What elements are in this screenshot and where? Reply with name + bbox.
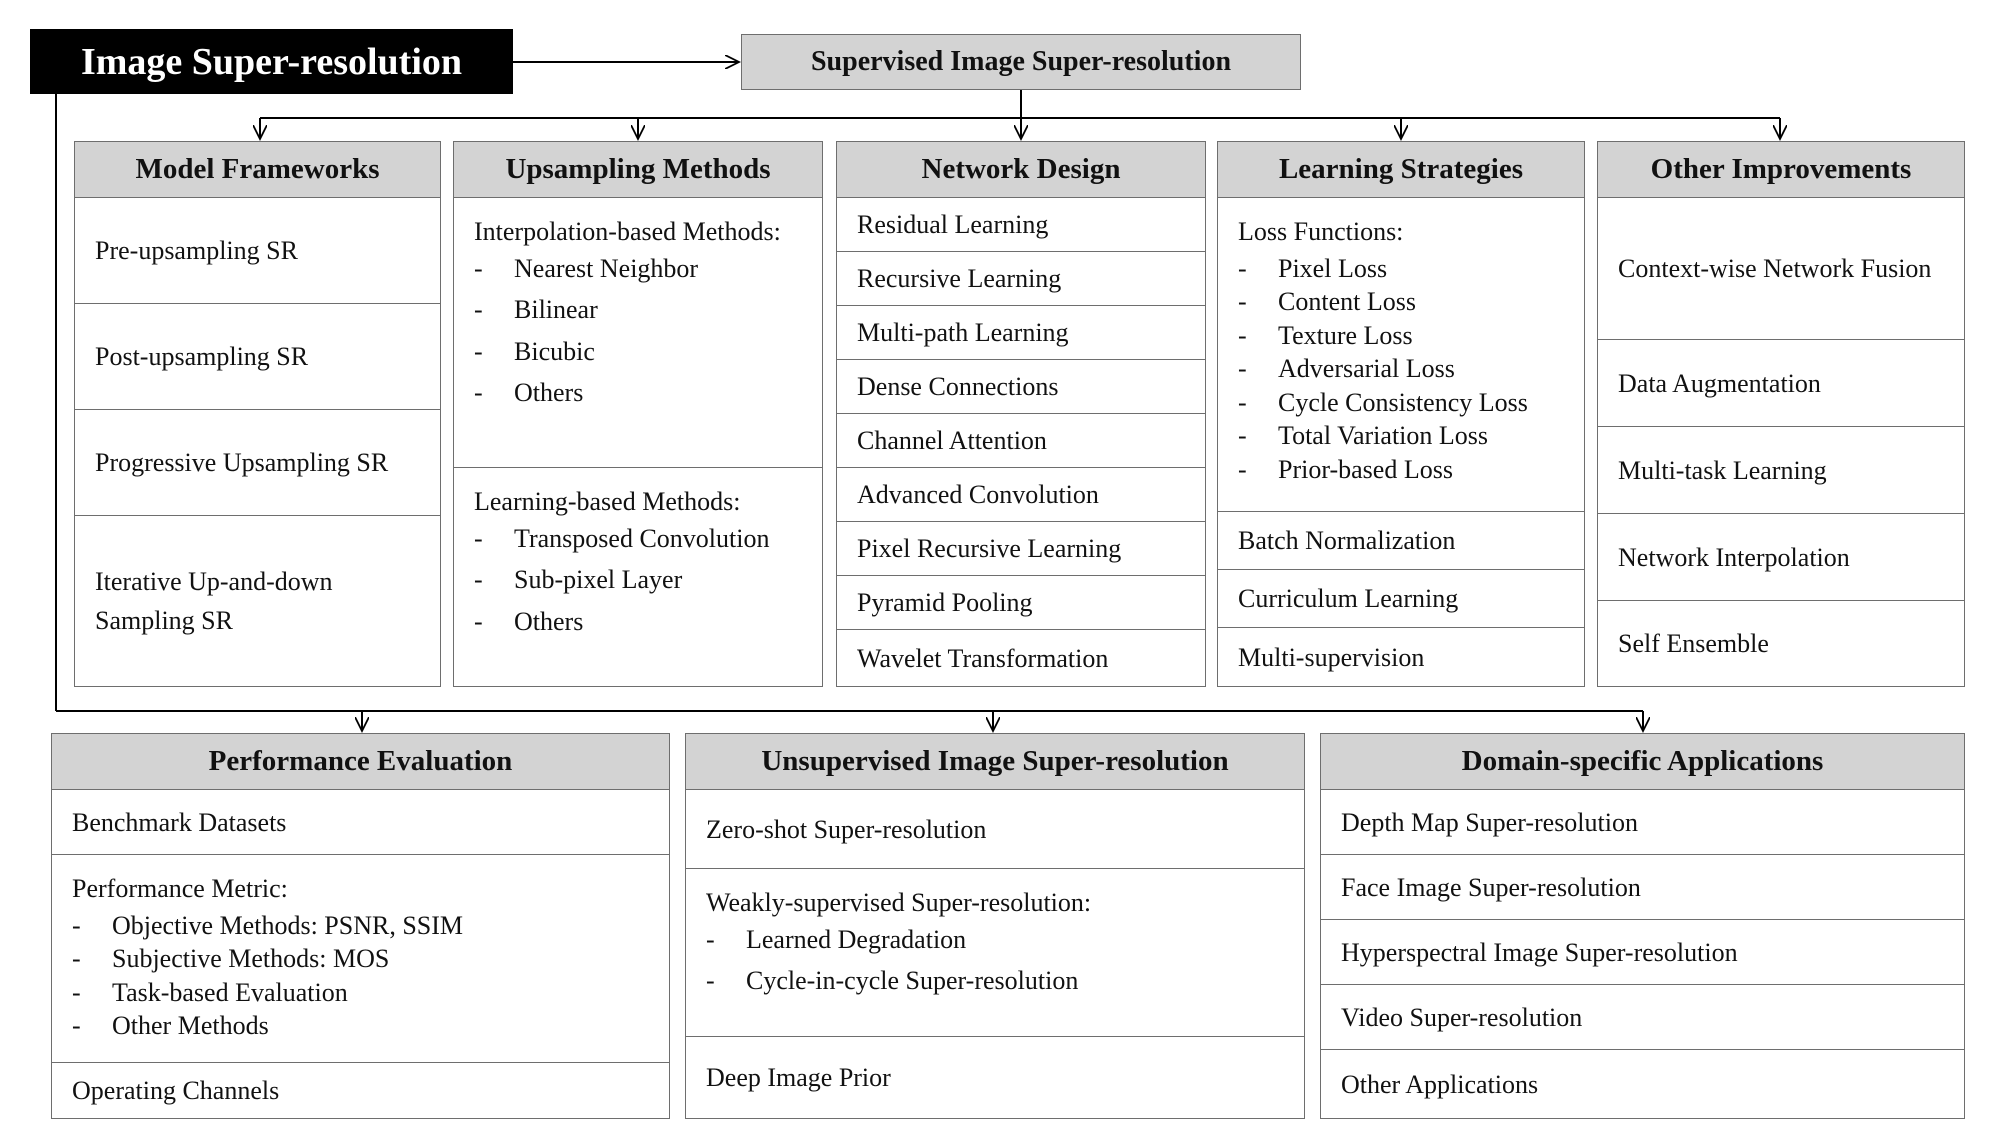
bullet-dash: - xyxy=(474,295,483,324)
cell-text: Depth Map Super-resolution xyxy=(1341,807,1638,837)
cell-text: Wavelet Transformation xyxy=(857,643,1109,673)
cell-text: Multi-task Learning xyxy=(1618,455,1827,485)
bullet-item xyxy=(474,523,804,556)
cell-text: Operating Channels xyxy=(72,1076,280,1105)
column-cells xyxy=(1218,198,1584,686)
bullet-item xyxy=(474,253,804,286)
cell-item xyxy=(1598,198,1964,340)
bullet-text: Transposed Convolution xyxy=(514,523,770,553)
bullet-item xyxy=(706,965,1286,998)
bullet-dash: - xyxy=(72,944,81,973)
column-cells xyxy=(454,198,822,686)
column-cells xyxy=(1321,790,1964,1118)
cell-text: Network Interpolation xyxy=(1618,542,1850,572)
column-model-frameworks xyxy=(74,141,441,687)
cell-item xyxy=(52,1063,669,1118)
cell-heading: Weakly-supervised Super-resolution: xyxy=(706,888,1092,917)
cell-item xyxy=(1598,514,1964,601)
bullet-dash: - xyxy=(474,606,483,636)
bullet-dash: - xyxy=(1238,320,1247,350)
cell-text: Multi-path Learning xyxy=(857,318,1069,347)
cell-text: Benchmark Datasets xyxy=(72,807,287,837)
bullet-item xyxy=(474,606,804,639)
cell-heading: Performance Metric: xyxy=(72,874,288,903)
cell-item xyxy=(52,790,669,855)
bullet-dash: - xyxy=(474,565,483,594)
cell-text: Context-wise Network Fusion xyxy=(1618,254,1932,283)
bullet-text: Learned Degradation xyxy=(746,924,967,954)
bullet-dash: - xyxy=(1238,354,1247,383)
bullet-dash: - xyxy=(72,1011,81,1040)
bullet-text: Others xyxy=(514,378,584,407)
bullet-text: Content Loss xyxy=(1278,287,1416,316)
cell-text: Dense Connections xyxy=(857,372,1059,401)
cell-text: Batch Normalization xyxy=(1238,526,1456,555)
column-title: Other Improvements xyxy=(1598,142,1964,198)
cell-item xyxy=(837,630,1205,686)
column-unsupervised-image-super-resolution xyxy=(685,733,1305,1119)
cell-text: Pre-upsampling SR xyxy=(95,236,298,265)
bullet-item xyxy=(474,294,804,327)
cell-item xyxy=(454,198,822,468)
bullet-dash: - xyxy=(1238,287,1247,316)
column-learning-strategies xyxy=(1217,141,1585,687)
cell-item xyxy=(1218,628,1584,686)
cell-item xyxy=(686,790,1304,869)
bullet-text: Cycle-in-cycle Super-resolution xyxy=(746,966,1079,995)
cell-item xyxy=(1218,512,1584,570)
column-domain-specific-applications xyxy=(1320,733,1965,1119)
cell-item xyxy=(837,360,1205,414)
cell-text: Hyperspectral Image Super-resolution xyxy=(1341,937,1738,967)
bullet-text: Bilinear xyxy=(514,295,598,324)
bullet-text: Other Methods xyxy=(112,1011,269,1040)
node-supervised-image-super-resolution: Supervised Image Super-resolution xyxy=(741,34,1301,90)
bullet-text: Sub-pixel Layer xyxy=(514,565,683,594)
bullet-text: Nearest Neighbor xyxy=(514,253,699,283)
column-other-improvements xyxy=(1597,141,1965,687)
bullet-item xyxy=(706,924,1286,957)
column-network-design xyxy=(836,141,1206,687)
bullet-dash: - xyxy=(1238,454,1247,484)
cell-text: Advanced Convolution xyxy=(857,480,1099,509)
bullet-text: Total Variation Loss xyxy=(1278,421,1489,450)
cell-item xyxy=(1321,1050,1964,1118)
cell-item xyxy=(75,516,440,686)
cell-item xyxy=(75,410,440,516)
column-cells xyxy=(75,198,440,686)
bullet-text: Pixel Loss xyxy=(1278,253,1388,283)
cell-text: Data Augmentation xyxy=(1618,368,1821,398)
column-title: Performance Evaluation xyxy=(52,734,669,790)
cell-text: Pixel Recursive Learning xyxy=(857,534,1122,563)
bullet-text: Task-based Evaluation xyxy=(112,977,348,1007)
column-cells xyxy=(1598,198,1964,686)
bullet-item xyxy=(1238,454,1566,487)
bullet-dash: - xyxy=(1238,421,1247,450)
cell-item xyxy=(837,306,1205,360)
cell-text: Zero-shot Super-resolution xyxy=(706,814,987,844)
cell-item xyxy=(1218,198,1584,512)
cell-item xyxy=(837,522,1205,576)
cell-heading: Loss Functions: xyxy=(1238,217,1404,246)
bullet-item xyxy=(72,1010,651,1043)
cell-item xyxy=(686,869,1304,1037)
bullet-text: Cycle Consistency Loss xyxy=(1278,387,1528,417)
column-upsampling-methods xyxy=(453,141,823,687)
bullet-item xyxy=(1238,253,1566,286)
cell-text: Progressive Upsampling SR xyxy=(95,448,389,477)
cell-text: Other Applications xyxy=(1341,1069,1539,1099)
column-title: Learning Strategies xyxy=(1218,142,1584,198)
cell-text: Channel Attention xyxy=(857,426,1047,455)
bullet-item xyxy=(474,377,804,410)
bullet-dash: - xyxy=(72,977,81,1007)
bullet-dash: - xyxy=(474,253,483,283)
cell-item xyxy=(837,198,1205,252)
bullet-text: Prior-based Loss xyxy=(1278,454,1453,484)
bullet-item xyxy=(1238,420,1566,453)
bullet-text: Others xyxy=(514,606,584,636)
column-cells xyxy=(686,790,1304,1118)
cell-item xyxy=(75,198,440,304)
bullet-item xyxy=(72,977,651,1010)
bullet-dash: - xyxy=(474,378,483,407)
bullet-text: Texture Loss xyxy=(1278,320,1413,350)
cell-item xyxy=(686,1037,1304,1118)
bullet-dash: - xyxy=(474,523,483,553)
root-node-image-super-resolution: Image Super-resolution xyxy=(30,29,513,94)
cell-text: Post-upsampling SR xyxy=(95,342,309,371)
bullet-item xyxy=(1238,387,1566,420)
bullet-dash: - xyxy=(706,966,715,995)
cell-item xyxy=(837,468,1205,522)
cell-item xyxy=(1321,790,1964,855)
cell-item xyxy=(454,468,822,686)
cell-item xyxy=(837,576,1205,630)
column-title: Upsampling Methods xyxy=(454,142,822,198)
column-title: Domain-specific Applications xyxy=(1321,734,1964,790)
bullet-dash: - xyxy=(706,924,715,954)
bullet-dash: - xyxy=(474,336,483,366)
bullet-item xyxy=(1238,320,1566,353)
column-title: Unsupervised Image Super-resolution xyxy=(686,734,1304,790)
column-title: Model Frameworks xyxy=(75,142,440,198)
bullet-text: Objective Methods: PSNR, SSIM xyxy=(112,910,464,940)
cell-item xyxy=(1598,427,1964,514)
cell-text: Deep Image Prior xyxy=(706,1063,891,1092)
bullet-item xyxy=(72,910,651,943)
cell-item xyxy=(52,855,669,1063)
cell-text: Curriculum Learning xyxy=(1238,584,1459,613)
cell-text: Face Image Super-resolution xyxy=(1341,872,1641,902)
bullet-text: Subjective Methods: MOS xyxy=(112,944,390,973)
cell-item xyxy=(1598,340,1964,427)
bullet-item xyxy=(72,943,651,976)
bullet-dash: - xyxy=(72,910,81,940)
cell-text: Multi-supervision xyxy=(1238,642,1425,672)
cell-item xyxy=(1321,920,1964,985)
bullet-item xyxy=(1238,286,1566,319)
cell-text: Residual Learning xyxy=(857,210,1049,239)
bullet-text: Bicubic xyxy=(514,336,595,366)
cell-text: Self Ensemble xyxy=(1618,629,1769,658)
cell-text: Video Super-resolution xyxy=(1341,1002,1583,1032)
cell-item xyxy=(1598,601,1964,686)
cell-text: Recursive Learning xyxy=(857,264,1062,293)
bullet-item xyxy=(474,336,804,369)
bullet-dash: - xyxy=(1238,387,1247,417)
cell-item xyxy=(1321,985,1964,1050)
cell-item xyxy=(837,252,1205,306)
cell-item xyxy=(1218,570,1584,628)
column-cells xyxy=(52,790,669,1118)
cell-text: Iterative Up-and-down Sampling SR xyxy=(95,567,333,635)
cell-item xyxy=(1321,855,1964,920)
cell-heading: Learning-based Methods: xyxy=(474,487,741,516)
cell-item xyxy=(75,304,440,410)
column-title: Network Design xyxy=(837,142,1205,198)
cell-text: Pyramid Pooling xyxy=(857,588,1033,617)
column-cells xyxy=(837,198,1205,686)
bullet-text: Adversarial Loss xyxy=(1278,354,1455,383)
cell-item xyxy=(837,414,1205,468)
cell-heading: Interpolation-based Methods: xyxy=(474,217,781,246)
column-performance-evaluation xyxy=(51,733,670,1119)
bullet-item xyxy=(474,564,804,597)
bullet-item xyxy=(1238,353,1566,386)
bullet-dash: - xyxy=(1238,253,1247,283)
